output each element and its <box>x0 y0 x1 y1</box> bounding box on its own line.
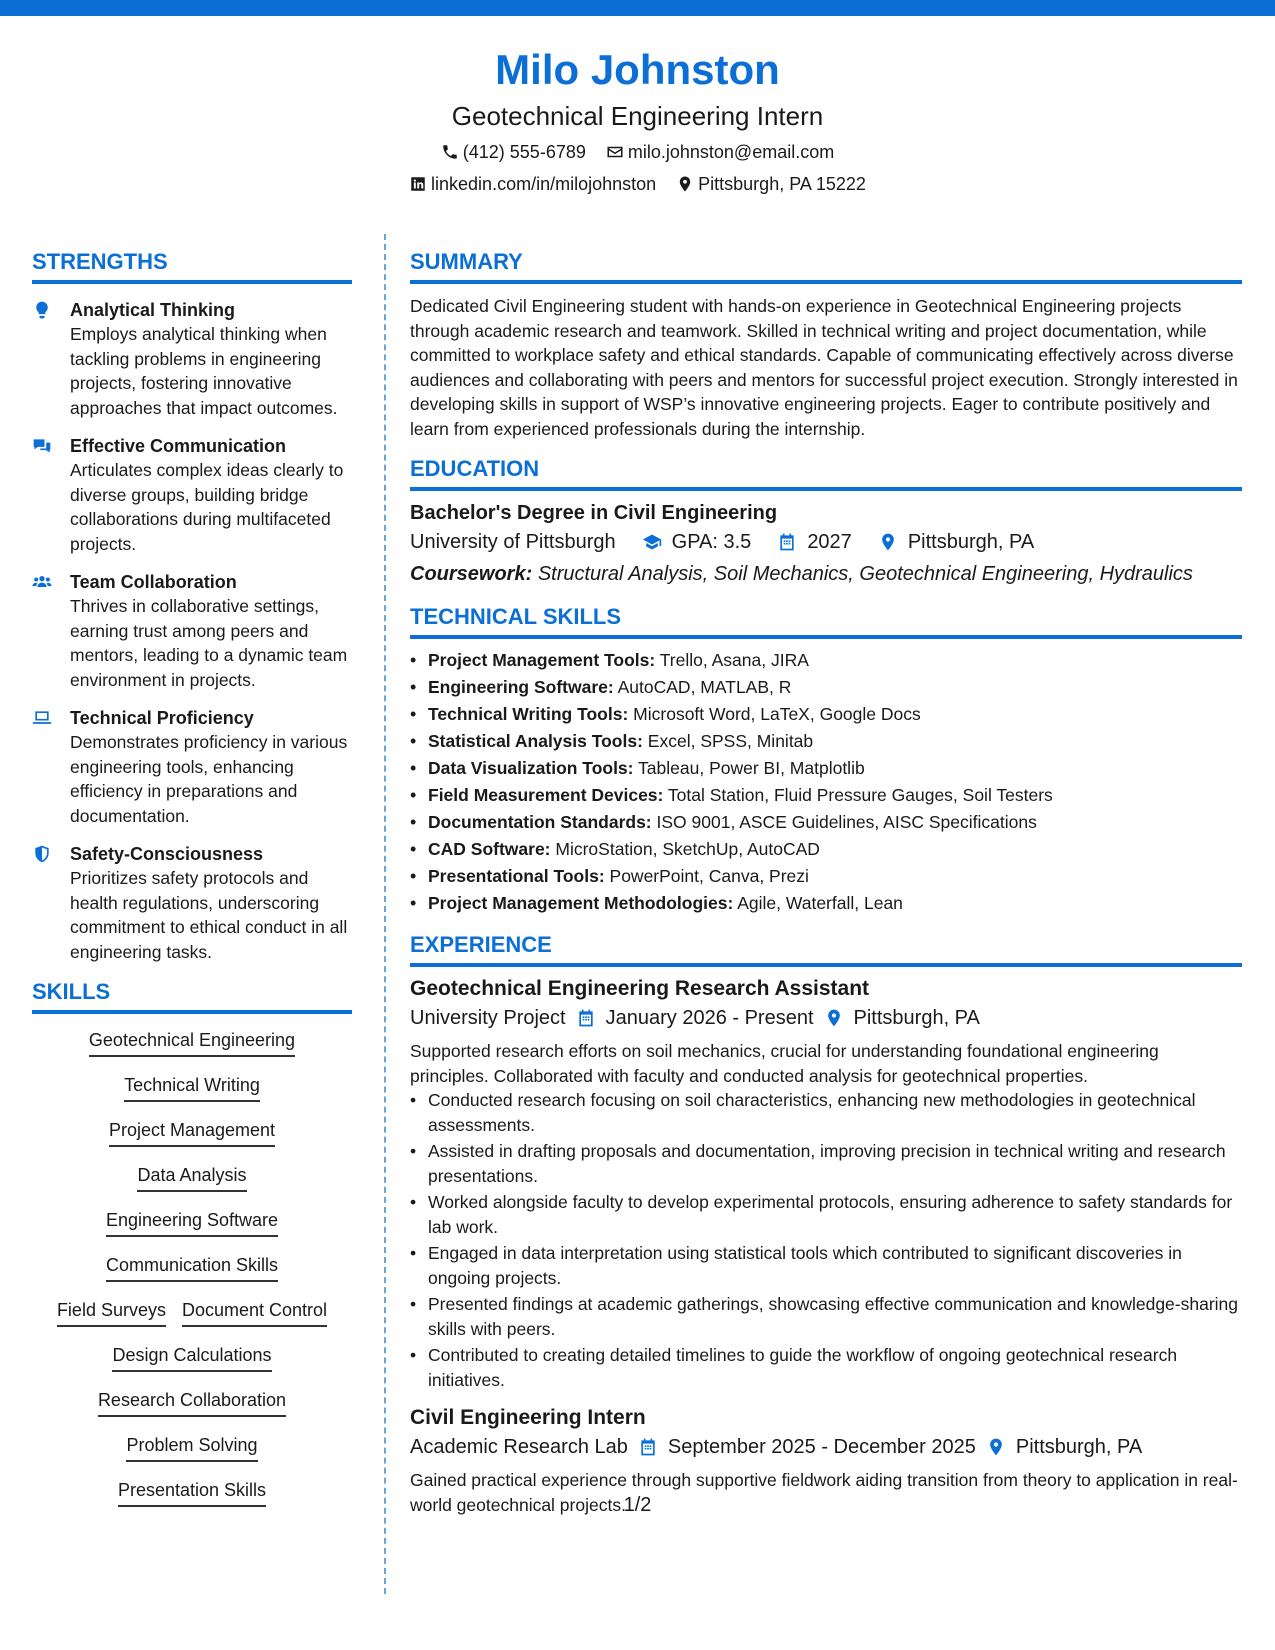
list-item <box>410 728 1242 755</box>
technical-skills-heading: TECHNICAL SKILLS <box>410 603 1242 639</box>
left-column <box>32 248 352 1507</box>
list-item <box>410 836 1242 863</box>
skill-tag: Design Calculations <box>112 1343 271 1372</box>
skill-label: Presentational Tools: <box>428 866 605 886</box>
email-text: milo.johnston@email.com <box>627 142 835 162</box>
linkedin-icon <box>409 175 427 193</box>
strength-item <box>32 570 352 692</box>
job-org: University Project <box>410 1007 566 1029</box>
summary-heading: SUMMARY <box>410 248 1242 284</box>
job-description: Supported research efforts on soil mechanics, crucial for understanding foundational engineering principles. Collaborated with faculty and conducted analysis for geotechnical properties. <box>410 1041 1159 1086</box>
strength-title: Safety-Consciousness <box>70 844 264 864</box>
job-bullets <box>410 1088 1242 1392</box>
skill-value: Agile, Waterfall, Lean <box>737 893 903 913</box>
skill-label: Documentation Standards: <box>428 812 652 832</box>
list-item: • Assisted in drafting proposals and documentation, improving precision in technical writing and research presentations. <box>410 1139 1242 1188</box>
graduation-year: 2027 <box>807 531 852 553</box>
map-pin-icon <box>986 1437 1006 1457</box>
contact-row-2 <box>0 172 1275 196</box>
skill-value: Microsoft Word, LaTeX, Google Docs <box>633 704 921 724</box>
education-heading: EDUCATION <box>410 455 1242 491</box>
phone-icon <box>441 143 459 161</box>
comments-icon <box>32 436 52 456</box>
strengths-list <box>32 298 352 964</box>
strength-item <box>32 706 352 828</box>
skill-tag: Presentation Skills <box>118 1478 266 1507</box>
strength-desc: Prioritizes safety protocols and health regulations, underscoring commitment to ethical conduct in all engineering tasks. <box>70 868 348 962</box>
page-number: 1/2 <box>623 1494 652 1516</box>
skill-tag: Communication Skills <box>106 1253 278 1282</box>
strength-item <box>32 298 352 420</box>
job-dates: September 2025 - December 2025 <box>667 1436 976 1458</box>
right-column <box>410 248 1242 1517</box>
map-pin-icon <box>676 175 694 193</box>
skill-value: Tableau, Power BI, Matplotlib <box>638 758 865 778</box>
skill-label: Technical Writing Tools: <box>428 704 629 724</box>
skill-tag: Technical Writing <box>124 1073 260 1102</box>
column-divider <box>384 234 386 1594</box>
candidate-title: Geotechnical Engineering Intern <box>451 101 824 131</box>
gpa-text: GPA: 3.5 <box>671 531 752 553</box>
strength-item <box>32 434 352 556</box>
skills-list <box>32 1028 352 1507</box>
skill-tag: Geotechnical Engineering <box>89 1028 295 1057</box>
job-org: Academic Research Lab <box>410 1436 628 1458</box>
skill-label: Data Visualization Tools: <box>428 758 634 778</box>
skill-value: Total Station, Fluid Pressure Gauges, Soil Testers <box>667 785 1053 805</box>
job-dates: January 2026 - Present <box>605 1007 814 1029</box>
list-item <box>410 863 1242 890</box>
skill-tag: Engineering Software <box>106 1208 278 1237</box>
map-pin-icon <box>824 1008 844 1028</box>
skill-value: Trello, Asana, JIRA <box>659 650 809 670</box>
calendar-icon <box>576 1008 596 1028</box>
contact-row-1 <box>0 140 1275 164</box>
strength-desc: Thrives in collaborative settings, earning trust among peers and mentors, leading to a dynamic team environment in projects. <box>70 596 348 690</box>
job-meta <box>410 1003 1242 1033</box>
skill-label: Statistical Analysis Tools: <box>428 731 643 751</box>
linkedin-text: linkedin.com/in/milojohnston <box>431 174 657 194</box>
job-meta <box>410 1432 1242 1462</box>
list-item: • Worked alongside faculty to develop experimental protocols, ensuring adherence to safety standards for lab work. <box>410 1190 1242 1239</box>
resume-header <box>0 44 1275 196</box>
skill-value: Excel, SPSS, Minitab <box>647 731 814 751</box>
calendar-icon <box>777 532 797 552</box>
map-pin-icon <box>878 532 898 552</box>
skills-heading: SKILLS <box>32 978 352 1014</box>
strength-title: Team Collaboration <box>70 572 237 592</box>
envelope-icon <box>606 143 624 161</box>
list-item <box>410 782 1242 809</box>
graduation-cap-icon <box>642 532 662 552</box>
strength-desc: Employs analytical thinking when tackling problems in engineering projects, fostering innovative approaches that impact outcomes. <box>70 324 338 418</box>
list-item <box>410 647 1242 674</box>
list-item <box>410 890 1242 917</box>
contact-email[interactable] <box>606 140 834 164</box>
job-title: Geotechnical Engineering Research Assistant <box>410 977 870 1000</box>
job-location: Pittsburgh, PA <box>1015 1436 1143 1458</box>
school-name: University of Pittsburgh <box>410 531 616 553</box>
strength-title: Analytical Thinking <box>70 300 236 320</box>
education-location: Pittsburgh, PA <box>907 531 1035 553</box>
list-item: • Conducted research focusing on soil characteristics, enhancing new methodologies in geotechnical assessments. <box>410 1088 1242 1137</box>
job-title: Civil Engineering Intern <box>410 1406 646 1429</box>
skill-tag: Project Management <box>109 1118 275 1147</box>
skill-value: MicroStation, SketchUp, AutoCAD <box>555 839 820 859</box>
strength-desc: Demonstrates proficiency in various engineering tools, enhancing efficiency in preparations and documentation. <box>70 732 348 826</box>
location-text: Pittsburgh, PA 15222 <box>698 174 866 194</box>
list-item: • Contributed to creating detailed timelines to guide the workflow of ongoing geotechnical research initiatives. <box>410 1343 1242 1392</box>
job-location: Pittsburgh, PA <box>853 1007 980 1029</box>
skill-label: Field Measurement Devices: <box>428 785 664 805</box>
shield-icon <box>32 844 52 864</box>
coursework <box>410 559 1242 589</box>
contact-phone[interactable] <box>441 140 586 164</box>
skill-value: AutoCAD, MATLAB, R <box>617 677 792 697</box>
contact-linkedin[interactable] <box>409 172 656 196</box>
skill-label: CAD Software: <box>428 839 551 859</box>
skill-value: ISO 9001, ASCE Guidelines, AISC Specifications <box>656 812 1037 832</box>
summary-text: Dedicated Civil Engineering student with hands-on experience in Geotechnical Engineering projects through academic research and teamwork. Skilled in technical writing and project documentation, while committed to workplace safety and ethical standards. Capable of communicating effectively across diverse audiences and collaborating with peers and mentors for successful project execution. Strongly interested in developing skills in support of WSP’s innovative engineering projects. Eager to contribute positively and learn from experienced professionals during the internship. <box>410 296 1238 439</box>
technical-skills-list <box>410 647 1242 917</box>
coursework-list: Structural Analysis, Soil Mechanics, Geotechnical Engineering, Hydraulics <box>537 563 1193 585</box>
degree-name: Bachelor's Degree in Civil Engineering <box>410 502 778 524</box>
skill-label: Project Management Methodologies: <box>428 893 734 913</box>
experience-heading: EXPERIENCE <box>410 931 1242 967</box>
strength-title: Effective Communication <box>70 436 287 456</box>
skill-tag: Field Surveys <box>57 1298 166 1327</box>
skill-tag: Document Control <box>182 1298 327 1327</box>
job-description: Gained practical experience through supportive fieldwork aiding transition from theory to application in real-world geotechnical projects. <box>410 1470 1238 1515</box>
phone-text: (412) 555-6789 <box>462 142 586 162</box>
lightbulb-icon <box>32 300 52 320</box>
top-accent-bar <box>0 0 1275 16</box>
strength-title: Technical Proficiency <box>70 708 254 728</box>
list-item <box>410 674 1242 701</box>
candidate-name: Milo Johnston <box>495 46 780 93</box>
skill-label: Engineering Software: <box>428 677 614 697</box>
education-meta <box>410 527 1242 557</box>
list-item <box>410 809 1242 836</box>
list-item: • Engaged in data interpretation using statistical tools which contributed to significant discoveries in ongoing projects. <box>410 1241 1242 1290</box>
skill-value: PowerPoint, Canva, Prezi <box>609 866 809 886</box>
strength-desc: Articulates complex ideas clearly to diverse groups, building bridge collaborations during multifaceted projects. <box>70 460 344 554</box>
skill-tag: Data Analysis <box>137 1163 246 1192</box>
skill-tag: Research Collaboration <box>98 1388 286 1417</box>
skill-tag: Problem Solving <box>126 1433 257 1462</box>
calendar-icon <box>638 1437 658 1457</box>
skill-label: Project Management Tools: <box>428 650 656 670</box>
list-item: • Presented findings at academic gatherings, showcasing effective communication and knowledge-sharing skills with peers. <box>410 1292 1242 1341</box>
contact-location <box>676 172 866 196</box>
strengths-heading: STRENGTHS <box>32 248 352 284</box>
users-icon <box>32 572 52 592</box>
list-item <box>410 755 1242 782</box>
laptop-icon <box>32 708 52 728</box>
coursework-label: Coursework: <box>410 563 533 585</box>
list-item <box>410 701 1242 728</box>
strength-item <box>32 842 352 964</box>
